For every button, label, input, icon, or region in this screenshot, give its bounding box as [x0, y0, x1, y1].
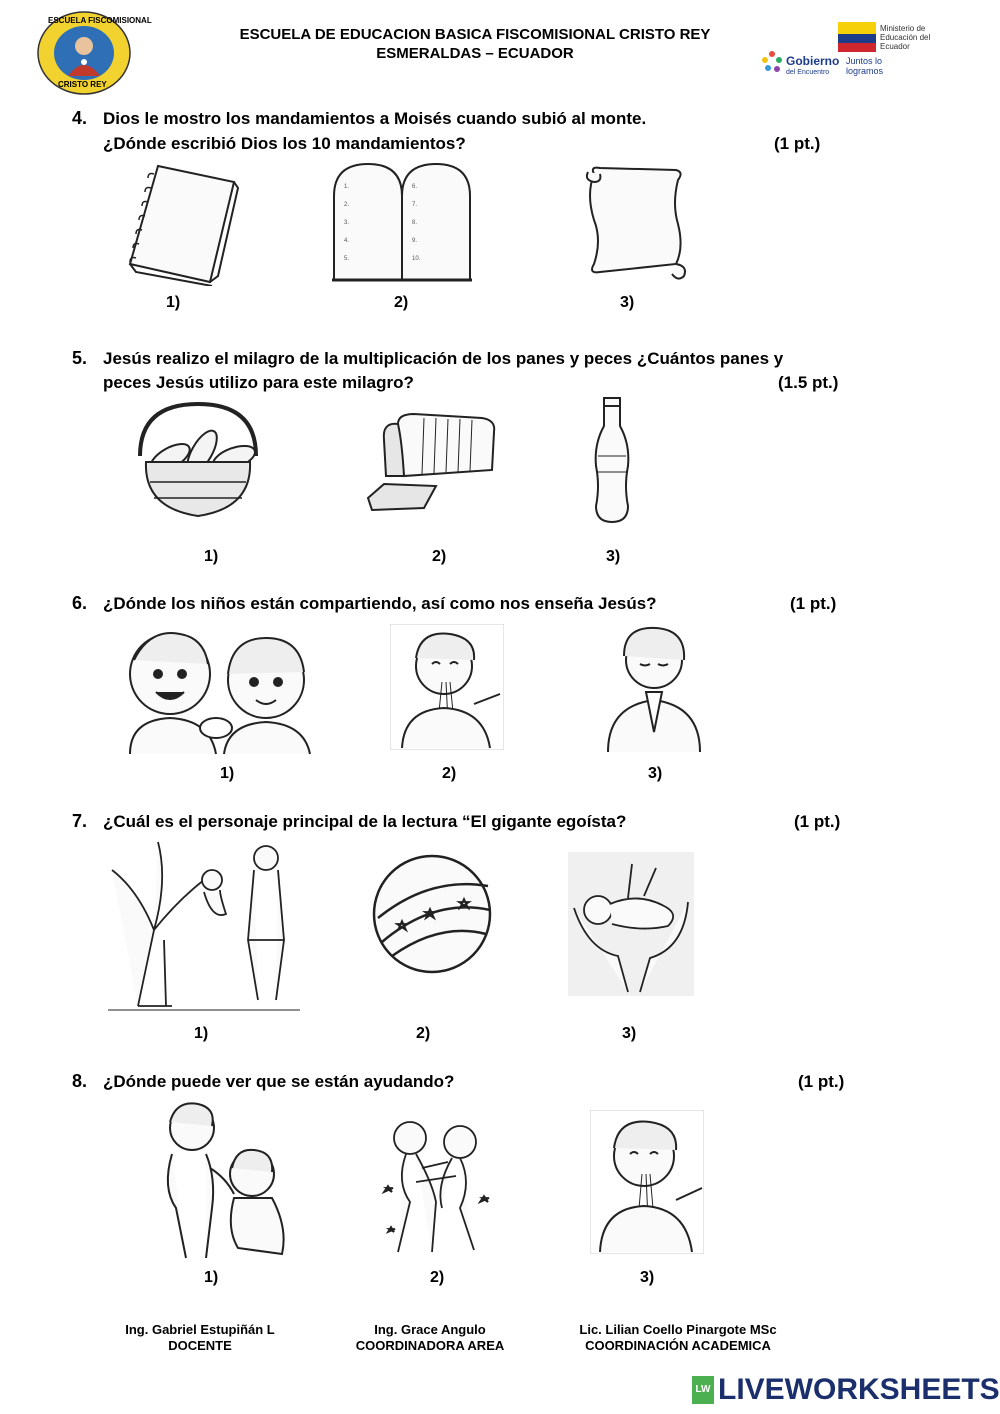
- question-7-number: 7.: [72, 811, 88, 831]
- signature-coordinadora-name: Ing. Grace Angulo: [374, 1322, 486, 1337]
- signature-coordinadora-role: COORDINADORA AREA: [355, 1338, 505, 1353]
- question-8-line1: ¿Dónde puede ver que se están ayudando?: [103, 1072, 455, 1091]
- question-8-option-3[interactable]: 3): [640, 1269, 655, 1286]
- gov-logo-icon: [760, 46, 784, 76]
- gov-title: Gobierno: [786, 54, 840, 68]
- question-5-option-2[interactable]: 2): [432, 548, 447, 565]
- question-4-option-1[interactable]: 1): [166, 294, 181, 311]
- stone-tablets-image[interactable]: [330, 160, 474, 282]
- question-5-line2: peces Jesús utilizo para este milagro?: [103, 373, 414, 392]
- question-5-points: (1.5 pt.): [778, 373, 839, 392]
- signature-coordinacion: [558, 1322, 798, 1354]
- question-6-number: 6.: [72, 593, 88, 613]
- logo-text-bottom: CRISTO REY: [58, 80, 107, 89]
- liveworksheets-badge-icon: LW: [692, 1376, 714, 1404]
- ministry-logo-icon: [838, 22, 876, 52]
- svg-text:2.: 2.: [344, 202, 350, 208]
- question-8-option-2[interactable]: 2): [430, 1269, 445, 1286]
- question-5-line1: Jesús realizo el milagro de la multiplicación de los panes y peces ¿Cuántos panes y: [103, 349, 784, 368]
- soda-bottle-image[interactable]: [586, 396, 638, 526]
- signature-docente-role: DOCENTE: [168, 1338, 232, 1353]
- question-5-number: 5.: [72, 348, 88, 368]
- children-fighting-image[interactable]: [376, 1112, 494, 1256]
- question-8-number: 8.: [72, 1071, 88, 1091]
- signature-docente-name: Ing. Gabriel Estupiñán L: [125, 1322, 275, 1337]
- svg-text:6.: 6.: [412, 184, 418, 190]
- question-4-line2: ¿Dónde escribió Dios los 10 mandamientos?: [103, 134, 466, 153]
- signature-coordinacion-name: Lic. Lilian Coello Pinargote MSc: [579, 1322, 777, 1337]
- ball-image[interactable]: [370, 852, 494, 976]
- question-4-points: (1 pt.): [774, 134, 821, 153]
- question-4-line1: Dios le mostro los mandamientos a Moisés cuando subió al monte.: [103, 109, 647, 128]
- question-6-option-3[interactable]: 3): [648, 765, 663, 782]
- svg-text:4.: 4.: [344, 238, 350, 244]
- boy-praying-image[interactable]: [600, 620, 708, 754]
- question-8-option-1[interactable]: 1): [204, 1269, 219, 1286]
- svg-text:10.: 10.: [412, 256, 421, 262]
- school-location: ESMERALDAS – ECUADOR: [376, 45, 574, 62]
- sliced-bread-image[interactable]: [364, 412, 498, 512]
- question-4-option-2[interactable]: 2): [394, 294, 409, 311]
- question-4-option-3[interactable]: 3): [620, 294, 635, 311]
- svg-text:1.: 1.: [344, 184, 350, 190]
- gov-slogan: Juntos lo logramos: [846, 56, 884, 76]
- liveworksheets-brand[interactable]: LIVEWORKSHEETS: [718, 1373, 1000, 1406]
- svg-text:9.: 9.: [412, 238, 418, 244]
- svg-text:3.: 3.: [344, 220, 350, 226]
- ministry-name: Ministerio de Educación del Ecuador: [880, 24, 931, 51]
- gov-sub: del Encuentro: [786, 69, 830, 76]
- question-7-option-2[interactable]: 2): [416, 1025, 431, 1042]
- question-7-line1: ¿Cuál es el personaje principal de la lectura “El gigante egoísta?: [103, 812, 627, 831]
- signature-docente: [100, 1322, 300, 1354]
- boy-eating-image-2[interactable]: [590, 1110, 704, 1254]
- question-6-line1: ¿Dónde los niños están compartiendo, así como nos enseña Jesús?: [103, 594, 657, 613]
- logo-text-top: ESCUELA FISCOMISIONAL: [48, 16, 152, 25]
- question-7-points: (1 pt.): [794, 812, 841, 831]
- boy-eating-image[interactable]: [390, 624, 504, 750]
- children-sharing-image[interactable]: [120, 624, 316, 756]
- signature-coordinadora: [330, 1322, 530, 1354]
- question-4-number: 4.: [72, 108, 88, 128]
- child-helping-image[interactable]: [142, 1098, 292, 1262]
- question-5-option-1[interactable]: 1): [204, 548, 219, 565]
- svg-text:5.: 5.: [344, 256, 350, 262]
- question-5-option-3[interactable]: 3): [606, 548, 621, 565]
- question-7-option-1[interactable]: 1): [194, 1025, 209, 1042]
- scroll-image[interactable]: [580, 164, 690, 282]
- svg-text:8.: 8.: [412, 220, 418, 226]
- signature-coordinacion-role: COORDINACIÓN ACADEMICA: [585, 1338, 771, 1353]
- question-6-option-1[interactable]: 1): [220, 765, 235, 782]
- question-6-option-2[interactable]: 2): [442, 765, 457, 782]
- giant-tree-child-image[interactable]: [108, 840, 300, 1012]
- school-name: ESCUELA DE EDUCACION BASICA FISCOMISIONAL CRISTO REY: [239, 26, 711, 43]
- basket-bread-fish-image[interactable]: [120, 396, 276, 530]
- question-8-points: (1 pt.): [798, 1072, 845, 1091]
- baby-hands-image[interactable]: [568, 852, 694, 996]
- notebook-image[interactable]: [118, 160, 240, 286]
- svg-text:7.: 7.: [412, 202, 418, 208]
- question-6-points: (1 pt.): [790, 594, 837, 613]
- question-7-option-3[interactable]: 3): [622, 1025, 637, 1042]
